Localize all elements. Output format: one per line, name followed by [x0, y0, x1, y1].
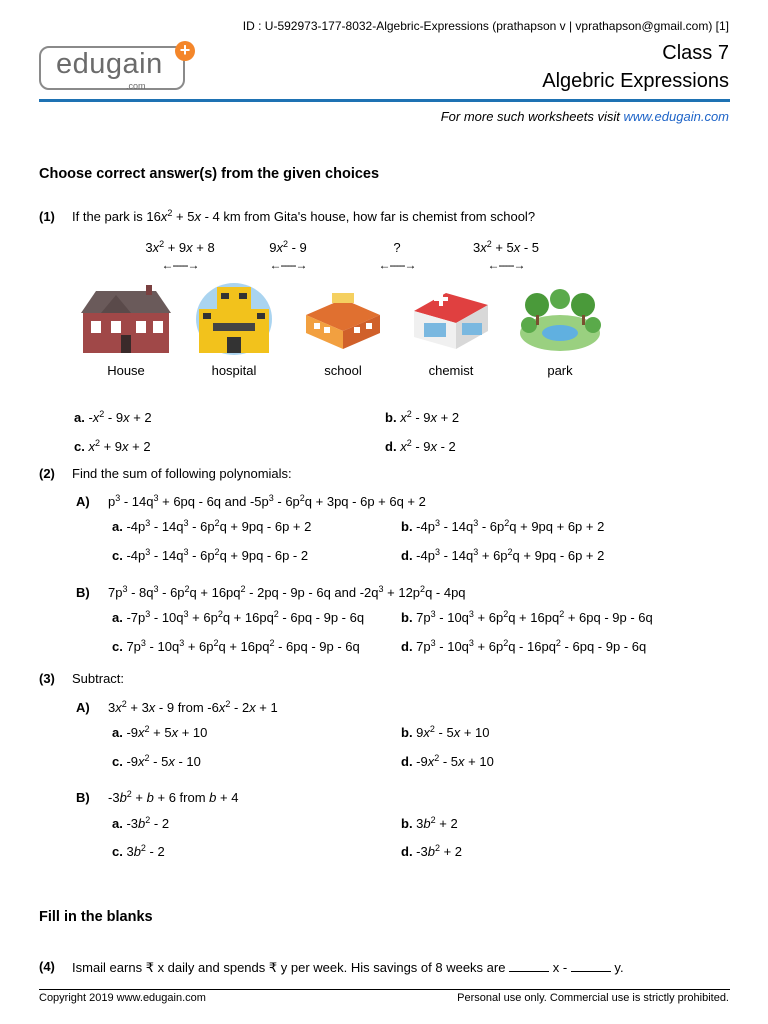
question-number: (2): [39, 466, 55, 481]
answer-option-a[interactable]: a. $-x^2 - 9x + 2$: [74, 409, 152, 425]
logo: edugain: [56, 48, 163, 80]
edugain-link[interactable]: www.edugain.com: [623, 109, 729, 124]
distance-label: ?: [393, 240, 401, 255]
answer-option-b[interactable]: b. $3b^2 + 2$: [401, 815, 458, 831]
answer-option-d[interactable]: d. $x^2 - 9x - 2$: [385, 438, 456, 454]
distance-label: $9x^2 - 9$: [269, 239, 307, 255]
subquestion-label: A): [76, 700, 90, 715]
double-arrow-icon: ←-----→: [269, 258, 307, 272]
answer-option-c[interactable]: c. $-9x^2 - 5x - 10$: [112, 753, 201, 769]
answer-option-b[interactable]: b. $9x^2 - 5x + 10$: [401, 724, 490, 740]
document-id: ID : U-592973-177-8032-Algebric-Expressions (prathapson v | vprathapson@gmail.com) [1]: [242, 19, 729, 33]
park-icon: [505, 283, 615, 355]
class-title: Class 7: [662, 42, 729, 64]
place-label-hospital: hospital: [211, 363, 257, 378]
section-heading-choose: Choose correct answer(s) from the given choices: [39, 166, 380, 182]
question-text: Ismail earns ₹ x daily and spends ₹ y per week. His savings of 8 weeks are x - y.: [72, 960, 624, 975]
school-icon: [288, 283, 398, 355]
answer-option-a[interactable]: a. $-9x^2 + 5x + 10$: [112, 724, 208, 740]
place-label-park: park: [547, 363, 573, 378]
question-text: If the park is $16x^2 + 5x - 4$ km from Gita's house, how far is chemist from school?: [72, 208, 536, 224]
chemist-icon: [396, 283, 506, 355]
answer-option-a[interactable]: a. $-3b^2 - 2$: [112, 815, 170, 831]
section-heading-fill-blanks: Fill in the blanks: [39, 909, 153, 925]
subquestion-label: A): [76, 494, 90, 509]
answer-option-a[interactable]: a. $-4p^3 - 14q^3 - 6p^2q + 9pq - 6p + 2$: [112, 518, 312, 534]
more-worksheets-note: For more such worksheets visit www.edugain.com: [440, 109, 729, 124]
subquestion-text: $3x^2 + 3x - 9$ from $-6x^2 - 2x + 1$: [108, 699, 278, 715]
answer-option-b[interactable]: b. $-4p^3 - 14q^3 - 6p^2q + 9pq + 6p + 2$: [401, 518, 605, 534]
distance-label: $3x^2 + 5x - 5$: [472, 239, 540, 255]
question-text: Find the sum of following polynomials:: [72, 466, 292, 481]
subquestion-label: B): [76, 790, 90, 805]
subquestion-text: $-3b^2 + b + 6$ from b + 4: [108, 789, 239, 805]
hospital-icon: [179, 283, 289, 355]
subquestion-text: $7p^3 - 8q^3 - 6p^2q + 16pq^2 - 2pq - 9p - 6q$ and $-2q^3 + 12p^2q - 4pq$: [108, 584, 466, 600]
footer-divider: [39, 989, 730, 990]
answer-option-b[interactable]: b. $x^2 - 9x + 2$: [385, 409, 460, 425]
usage-notice: Personal use only. Commercial use is strictly prohibited.: [457, 992, 729, 1004]
answer-option-d[interactable]: d. $7p^3 - 10q^3 + 6p^2q - 16pq^2 - 6pq - 9p - 6q$: [401, 638, 647, 654]
answer-option-a[interactable]: a. $-7p^3 - 10q^3 + 6p^2q + 16pq^2 - 6pq - 9p - 6q$: [112, 609, 365, 625]
plus-icon: +: [175, 41, 195, 61]
question-text: Subtract:: [72, 671, 125, 686]
topic-title: Algebric Expressions: [542, 70, 729, 92]
copyright: Copyright 2019 www.edugain.com: [39, 992, 206, 1004]
house-icon: [71, 283, 181, 355]
answer-option-c[interactable]: c. $7p^3 - 10q^3 + 6p^2q + 16pq^2 - 6pq - 9p - 6q$: [112, 638, 360, 654]
answer-option-d[interactable]: d. $-9x^2 - 5x + 10$: [401, 753, 494, 769]
question-number: (3): [39, 671, 55, 686]
answer-option-c[interactable]: c. $x^2 + 9x + 2$: [74, 438, 151, 454]
place-label-chemist: chemist: [428, 363, 474, 378]
answer-option-d[interactable]: d. $-4p^3 - 14q^3 + 6p^2q + 9pq - 6p + 2$: [401, 547, 605, 563]
header-divider: [39, 99, 730, 102]
answer-option-c[interactable]: c. $-4p^3 - 14q^3 - 6p^2q + 9pq - 6p - 2$: [112, 547, 309, 563]
double-arrow-icon: ←-----→: [161, 258, 199, 272]
answer-option-b[interactable]: b. $7p^3 - 10q^3 + 6p^2q + 16pq^2 + 6pq - 9p - 6q$: [401, 609, 653, 625]
blank-input-2[interactable]: [571, 959, 611, 972]
answer-option-c[interactable]: c. $3b^2 - 2$: [112, 843, 165, 859]
subquestion-text: $p^3 - 14q^3 + 6pq - 6q$ and $-5p^3 - 6p^2q + 3pq - 6p + 6q + 2$: [108, 493, 426, 509]
subquestion-label: B): [76, 585, 90, 600]
logo-domain: .com: [126, 81, 146, 91]
place-label-school: school: [324, 363, 362, 378]
answer-option-d[interactable]: d. $-3b^2 + 2$: [401, 843, 463, 859]
double-arrow-icon: ←-----→: [487, 258, 525, 272]
double-arrow-icon: ←-----→: [378, 258, 416, 272]
blank-input-1[interactable]: [509, 959, 549, 972]
question-number: (1): [39, 209, 55, 224]
distance-label: $3x^2 + 9x + 8$: [145, 239, 215, 255]
place-label-house: House: [107, 363, 145, 378]
question-number: (4): [39, 959, 55, 974]
